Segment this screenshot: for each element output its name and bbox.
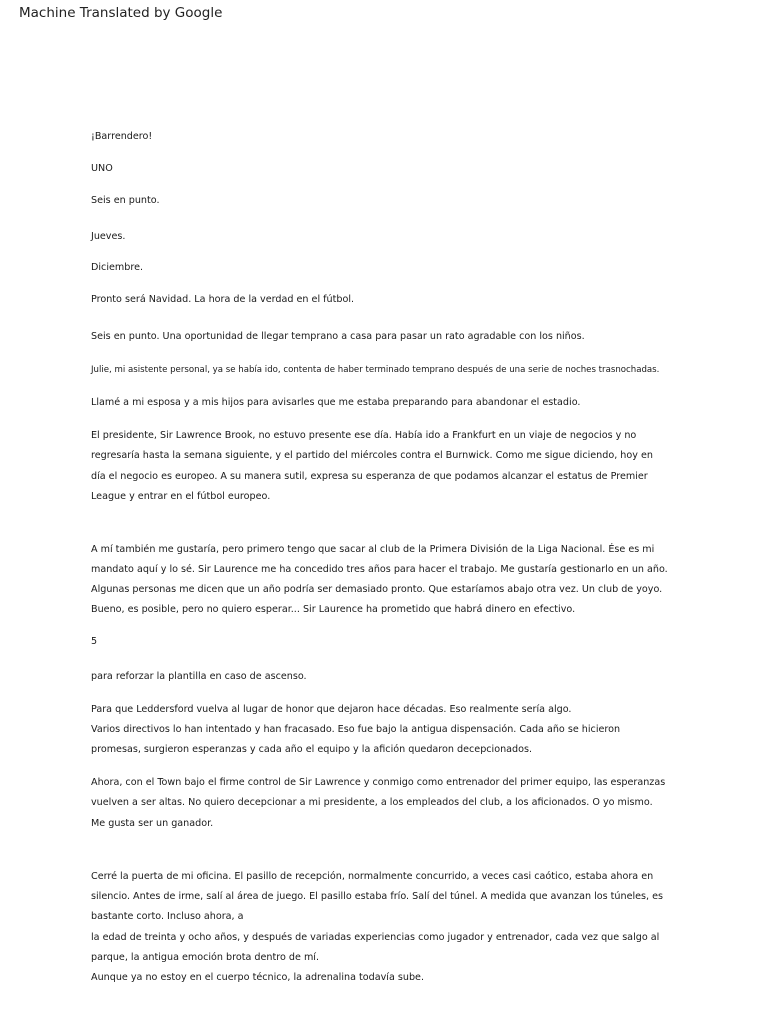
text-line: Para que Leddersford vuelva al lugar de honor que dejaron hace décadas. Eso realmente sería algo. [91,704,572,715]
translation-banner: Machine Translated by Google [19,5,223,21]
text-line: la edad de treinta y ocho años, y después de variadas experiencias como jugador y entrenador, cada vez que salgo al [91,932,660,943]
text-line: Pronto será Navidad. La hora de la verdad en el fútbol. [91,294,355,305]
text-line: para reforzar la plantilla en caso de ascenso. [91,671,307,682]
text-line: regresaría hasta la semana siguiente, y el partido del miércoles contra el Burnwick. Como me sigue diciendo, hoy en [91,450,653,461]
text-line: Llamé a mi esposa y a mis hijos para avisarles que me estaba preparando para abandonar el estadio. [91,397,581,408]
text-line: Jueves. [91,231,126,242]
text-line: UNO [91,163,113,174]
text-line: silencio. Antes de irme, salí al área de juego. El pasillo estaba frío. Salí del túnel. A medida que avanzan los túneles, es [91,891,664,902]
text-line: Seis en punto. [91,195,160,206]
text-line: promesas, surgieron esperanzas y cada año el equipo y la afición quedaron decepcionados. [91,744,533,755]
text-line: Me gusta ser un ganador. [91,818,214,829]
text-line: Julie, mi asistente personal, ya se había ido, contenta de haber terminado temprano después de una serie de noches trasnochadas. [91,365,660,375]
text-line: mandato aquí y lo sé. Sir Laurence me ha concedido tres años para hacer el trabajo. Me gustaría gestionarlo en un año. [91,564,668,575]
text-line: Cerré la puerta de mi oficina. El pasillo de recepción, normalmente concurrido, a veces casi caótico, estaba ahora en [91,871,654,882]
text-line: League y entrar en el fútbol europeo. [91,491,271,502]
text-line: Aunque ya no estoy en el cuerpo técnico, la adrenalina todavía sube. [91,972,424,983]
text-line: Algunas personas me dicen que un año podría ser demasiado pronto. Que estaríamos abajo otra vez. Un club de yoyo. [91,584,663,595]
text-line: ¡Barrendero! [91,131,153,142]
text-line: vuelven a ser altas. No quiero decepcionar a mi presidente, a los empleados del club, a los aficionados. O yo mismo. [91,797,653,808]
text-line: día el negocio es europeo. A su manera sutil, expresa su esperanza de que podamos alcanzar el estatus de Premier [91,471,648,482]
page-number: 5 [91,636,98,647]
text-line: A mí también me gustaría, pero primero tengo que sacar al club de la Primera División de la Liga Nacional. Ése es mi [91,544,655,555]
text-line: Ahora, con el Town bajo el firme control de Sir Lawrence y conmigo como entrenador del primer equipo, las esperanzas [91,777,666,788]
text-line: Seis en punto. Una oportunidad de llegar temprano a casa para pasar un rato agradable con los niños. [91,331,585,342]
text-line: Bueno, es posible, pero no quiero esperar... Sir Laurence ha prometido que habrá dinero en efectivo. [91,604,576,615]
text-line: parque, la antigua emoción brota dentro de mí. [91,952,320,963]
text-line: Diciembre. [91,262,144,273]
text-line: Varios directivos lo han intentado y han fracasado. Eso fue bajo la antigua dispensación. Cada año se hicieron [91,724,621,735]
text-line: El presidente, Sir Lawrence Brook, no estuvo presente ese día. Había ido a Frankfurt en un viaje de negocios y no [91,430,637,441]
text-line: bastante corto. Incluso ahora, a [91,911,244,922]
